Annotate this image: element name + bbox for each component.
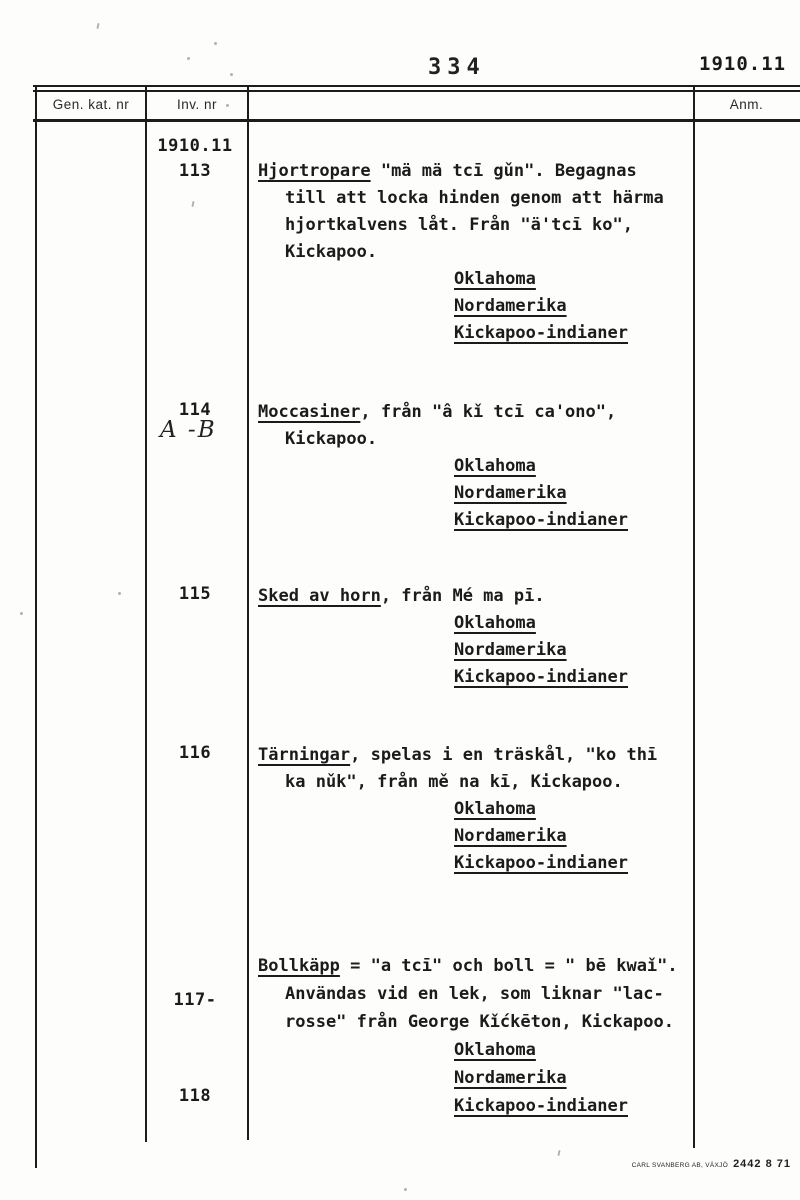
entry-title-rest: , från "â kǐ tcī ca'ono",: [360, 402, 617, 422]
page-number: 334: [428, 55, 486, 80]
scan-speckle: [230, 73, 233, 76]
entry-line: Kickapoo.: [285, 242, 378, 262]
location-line: Oklahoma: [454, 1040, 536, 1060]
location-line: Nordamerika: [454, 1068, 567, 1088]
scan-speckle: [404, 1188, 407, 1191]
location-line: Oklahoma: [454, 799, 536, 819]
entry-title-rest: = "a tcī" och boll = " bē kwaǐ".: [339, 956, 678, 976]
entry-title-rest: , spelas i en träskål, "ko thī: [350, 745, 658, 765]
entry-locations: [454, 453, 708, 534]
entry-title: Tärningar: [258, 745, 351, 765]
catalog-entry-115: [258, 583, 708, 691]
entry-line: ka nǔk", från mě na kī, Kickapoo.: [285, 772, 623, 792]
table-left-border: [35, 85, 37, 1168]
scan-speckle: [20, 612, 23, 615]
table-header-gen-kat-nr: Gen. kat. nr: [52, 97, 130, 112]
inv-number-116: 116: [178, 743, 212, 763]
entry-first-line: [258, 742, 708, 769]
column-divider-inv-main: [247, 85, 249, 1140]
entry-title: Sked av horn: [258, 586, 381, 606]
entry-line: Användas vid en lek, som liknar "lac-: [285, 984, 664, 1004]
location-line: Oklahoma: [454, 613, 536, 633]
header-bottom-rule: [33, 119, 800, 122]
printer-code: 2442 8 71: [733, 1158, 791, 1170]
printer-mark: [632, 1158, 791, 1171]
location-line: Kickapoo-indianer: [454, 667, 628, 687]
location-line: Oklahoma: [454, 456, 536, 476]
catalog-entry-117-118: [258, 952, 708, 1120]
entry-first-line: [258, 158, 708, 185]
entry-title: Moccasiner: [258, 402, 361, 422]
column-divider-genkat-inv: [145, 85, 147, 1142]
table-top-rule-lower: [33, 90, 800, 92]
entry-title-rest: , från Mé ma pī.: [380, 586, 545, 606]
scan-speckle: [118, 592, 121, 595]
entry-locations: [454, 610, 708, 691]
entry-locations: [454, 266, 708, 347]
catalog-entry-113: [258, 158, 708, 347]
scan-speckle: [187, 57, 190, 60]
entry-line: rosse" från George Kǐćkēton, Kickapoo.: [285, 1012, 674, 1032]
entry-title: Hjortropare: [258, 161, 371, 181]
location-line: Oklahoma: [454, 269, 536, 289]
entry-title-rest: "mä mä tcī gǔn". Begagnas: [370, 161, 637, 181]
catalog-entry-114: [258, 399, 708, 534]
entry-locations: [454, 1036, 708, 1120]
entry-title: Bollkäpp: [258, 956, 340, 976]
inv-number-117-118: [152, 920, 238, 1176]
inv-group-label: 1910.11: [157, 136, 233, 156]
catalog-entry-116: [258, 742, 708, 877]
year-reference: 1910.11: [699, 53, 787, 75]
entry-line: Kickapoo.: [285, 429, 378, 449]
location-line: Kickapoo-indianer: [454, 510, 628, 530]
entry-line: hjortkalvens låt. Från "ä'tcī ko",: [285, 215, 633, 235]
entry-locations: [454, 796, 708, 877]
inv-number-114: 114: [178, 400, 212, 420]
inv-number-117: 117-: [173, 990, 217, 1010]
scan-speckle: [96, 23, 99, 29]
scan-speckle: [226, 104, 229, 107]
inv-number-118: 118: [178, 1086, 212, 1106]
scan-speckle: [214, 42, 217, 45]
inv-suffix-handwritten: A -B: [160, 417, 217, 443]
location-line: Nordamerika: [454, 826, 567, 846]
location-line: Nordamerika: [454, 483, 567, 503]
entry-first-line: [258, 952, 708, 980]
table-header-inv-nr: Inv. nr: [176, 97, 217, 112]
entry-first-line: [258, 399, 708, 426]
location-line: Nordamerika: [454, 296, 567, 316]
printer-firm: CARL SVANBERG AB, VÄXJÖ: [631, 1162, 729, 1169]
location-line: Kickapoo-indianer: [454, 323, 628, 343]
inv-number-115: 115: [178, 584, 212, 604]
location-line: Kickapoo-indianer: [454, 1096, 628, 1116]
entry-first-line: [258, 583, 708, 610]
location-line: Kickapoo-indianer: [454, 853, 628, 873]
scan-speckle: [557, 1150, 560, 1156]
location-line: Nordamerika: [454, 640, 567, 660]
inv-number-113: 113: [178, 161, 212, 181]
entry-line: till att locka hinden genom att härma: [285, 188, 664, 208]
table-top-rule-upper: [33, 85, 800, 87]
scan-speckle: [191, 201, 194, 207]
table-header-anm: Anm.: [729, 97, 764, 112]
